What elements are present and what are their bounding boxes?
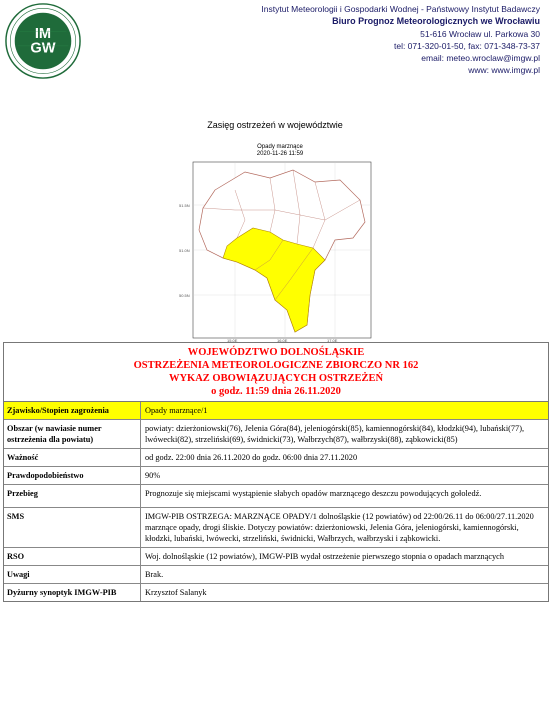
row-label: SMS: [4, 508, 141, 547]
row-value: IMGW-PIB OSTRZEGA: MARZNĄCE OPADY/1 dolnośląskie (12 powiatów) od 22:00/26.11 do 06:00/27.11.2020 marznące opady, drogi śliskie. Dotyczy powiatów: dzierżoniowski, Jelenia Góra, jeleniogórski, kamiennogórski, kłodzki, lubański, lwówecki, strzeliński, świdnicki, Wałbrzych, wałbrzyski i ząbkowicki.: [145, 512, 534, 543]
phone-fax: tel: 071-320-01-50, fax: 071-348-73-37: [393, 40, 540, 51]
email: email: meteo.wroclaw@imgw.pl: [421, 53, 540, 64]
row-value: Krzysztof Salanyk: [145, 588, 207, 597]
svg-text:IM: IM: [34, 26, 52, 43]
row-value: 90%: [145, 471, 161, 480]
table-row-course: [4, 485, 548, 508]
map-title: Zasięg ostrzeżeń w województwie: [207, 120, 343, 130]
row-label: Obszar (w nawiasie numer ostrzeżenia dla powiatu): [4, 420, 141, 448]
table-row-remarks: [4, 566, 548, 584]
map-caption: [175, 144, 385, 158]
imgw-logo: [4, 2, 82, 80]
office-name: Biuro Prognoz Meteorologicznych we Wrocławiu: [332, 16, 540, 27]
map-caption-date: 2020-11-26 11:59: [256, 151, 304, 157]
row-label: Przebieg: [4, 485, 141, 507]
warning-banner: [4, 343, 548, 402]
banner-time: o godz. 11:59 dnia 26.11.2020: [211, 386, 341, 397]
row-label: Ważność: [4, 449, 141, 466]
row-value: Brak.: [145, 570, 164, 579]
banner-list-title: WYKAZ OBOWIĄZUJĄCYCH OSTRZEŻEŃ: [168, 373, 384, 384]
table-row-area: [4, 420, 548, 449]
warning-table: [3, 342, 549, 602]
table-row-sms: [4, 508, 548, 548]
map-graphic: [175, 160, 385, 342]
institute-name: Instytut Meteorologii i Gospodarki Wodnej - Państwowy Instytut Badawczy: [261, 4, 540, 14]
row-label: Zjawisko/Stopien zagrożenia: [4, 402, 141, 419]
map-caption-phenomenon: Opady marznące: [257, 144, 303, 150]
svg-text:51.5N: 51.5N: [179, 203, 190, 208]
website: www: www.imgw.pl: [468, 65, 540, 76]
row-value: Woj. dolnośląskie (12 powiatów), IMGW-PIB wydał ostrzeżenie pierwszego stopnia o opadach marznących: [145, 552, 504, 561]
svg-text:51.0N: 51.0N: [179, 248, 190, 253]
address: 51-616 Wrocław ul. Parkowa 30: [420, 28, 540, 39]
svg-text:50.5N: 50.5N: [179, 293, 190, 298]
banner-bulletin-number: OSTRZEŻENIA METEOROLOGICZNE ZBIORCZO NR 162: [133, 360, 419, 371]
row-value: od godz. 22:00 dnia 26.11.2020 do godz. 06:00 dnia 27.11.2020: [145, 453, 358, 462]
institute-header: [261, 3, 540, 77]
row-label: Uwagi: [4, 566, 141, 583]
table-row-phenomenon: [4, 402, 548, 420]
row-label: RSO: [4, 548, 141, 565]
row-label: Prawdopodobieństwo: [4, 467, 141, 484]
warning-map: [175, 144, 385, 342]
table-row-forecaster: [4, 584, 548, 601]
row-value: Prognozuje się miejscami wystąpienie słabych opadów marznącego deszczu powodujących gołoledź.: [145, 489, 482, 498]
svg-text:16.0E: 16.0E: [277, 338, 288, 342]
svg-text:GW: GW: [30, 40, 56, 57]
table-row-rso: [4, 548, 548, 566]
svg-text:15.0E: 15.0E: [227, 338, 238, 342]
row-value: Opady marznące/1: [141, 402, 548, 419]
table-row-probability: [4, 467, 548, 485]
table-row-validity: [4, 449, 548, 467]
row-label: Dyżurny synoptyk IMGW-PIB: [4, 584, 141, 601]
svg-text:17.0E: 17.0E: [327, 338, 338, 342]
banner-voivodeship: WOJEWÓDZTWO DOLNOŚLĄSKIE: [187, 347, 365, 358]
row-value: powiaty: dzierżoniowski(76), Jelenia Góra(84), jeleniogórski(85), kamiennogórski(84), kłodzki(94), lubański(77), lwówecki(82), strzeliński(69), świdnicki(73), Wałbrzych(87), wałbrzyski(88), ząbkowicki(85): [145, 424, 525, 444]
